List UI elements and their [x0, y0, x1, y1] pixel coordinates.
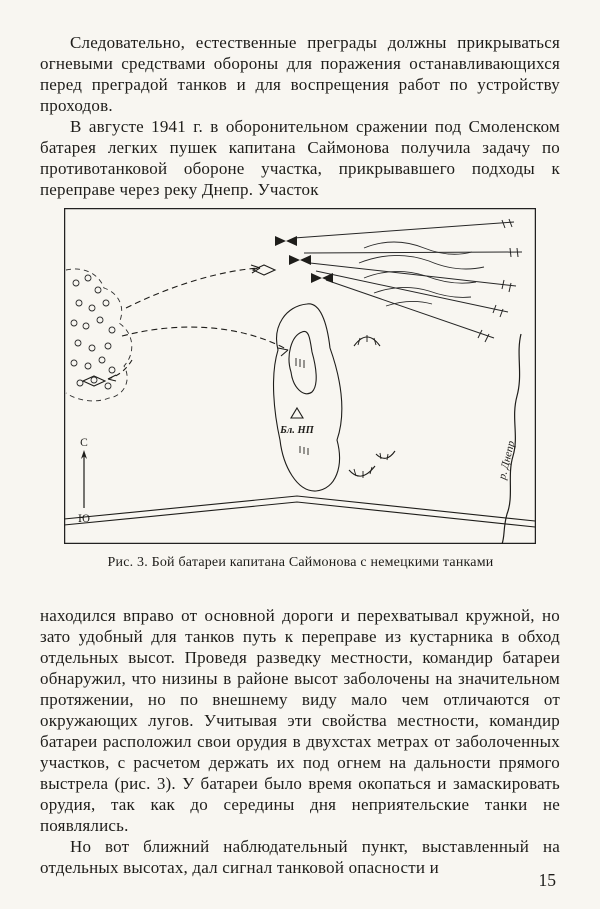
paragraph-3: находился вправо от основной дороги и перехватывал кружной, но зато удобный для танков путь к переправе из кустарника в обход отдельных высот. Проведя разведку местности, командир батареи обнаружил, что низины в районе высот заболочены на значительном протяжении, но по внешнему виду мало чем отличаются от окружающих лугов. Учитывая эти свойства местности, командир батареи расположил свои орудия в двухстах метрах от заболоченных участков, с расчетом держать их под огнем на дальности прямого выстрела (рис. 3). У батареи было время окопаться и замаскировать орудия, так как до середины дня неприятельские танки не появлялись. [40, 606, 560, 835]
compass-south-label: Ю [78, 513, 90, 525]
road-double-line [64, 496, 535, 527]
text-block-top [40, 32, 560, 200]
river [496, 334, 521, 544]
paragraph-2: В августе 1941 г. в оборонительном сражении под Смоленском батарея легких пушек капитана Саймонова получила задачу по противотанковой обороне участка, прикрывавшего подходы к переправе через реку Днепр. Участок [40, 117, 560, 199]
terrain-hatching [359, 242, 484, 306]
shrub-area [66, 269, 132, 401]
enemy-tank-icon [275, 236, 333, 283]
observation-post-icon [279, 408, 314, 436]
river-line [502, 334, 521, 544]
battle-map-svg [64, 208, 536, 544]
diamond-tank-marker [83, 265, 275, 386]
paragraph-1: Следовательно, естественные преграды должны прикрываться огневыми средствами обороны для поражения останавливающихся перед преградой танков и для воспрещения работ по устройству проходов. [40, 33, 560, 115]
movement-arrow-dashed [108, 265, 288, 381]
compass-north-label: С [80, 437, 88, 449]
figure-caption: Рис. 3. Бой батареи капитана Саймонова с немецкими танками [107, 555, 494, 570]
river-label: р. Днепр [496, 439, 518, 481]
map-frame-border [65, 209, 536, 544]
map-diagram [64, 208, 536, 544]
observation-post-label: Бл. НП [280, 425, 314, 436]
figure-map [64, 208, 537, 571]
book-page [40, 32, 560, 878]
page-number: 15 [538, 870, 556, 890]
defense-arc-icon [349, 335, 395, 478]
hill-contour [274, 304, 342, 491]
paragraph-4: Но вот ближний наблюдательный пункт, выставленный на отдельных высотах, дал сигнал танковой опасности и [40, 837, 560, 877]
compass [78, 437, 90, 525]
text-block-bottom [40, 605, 560, 878]
